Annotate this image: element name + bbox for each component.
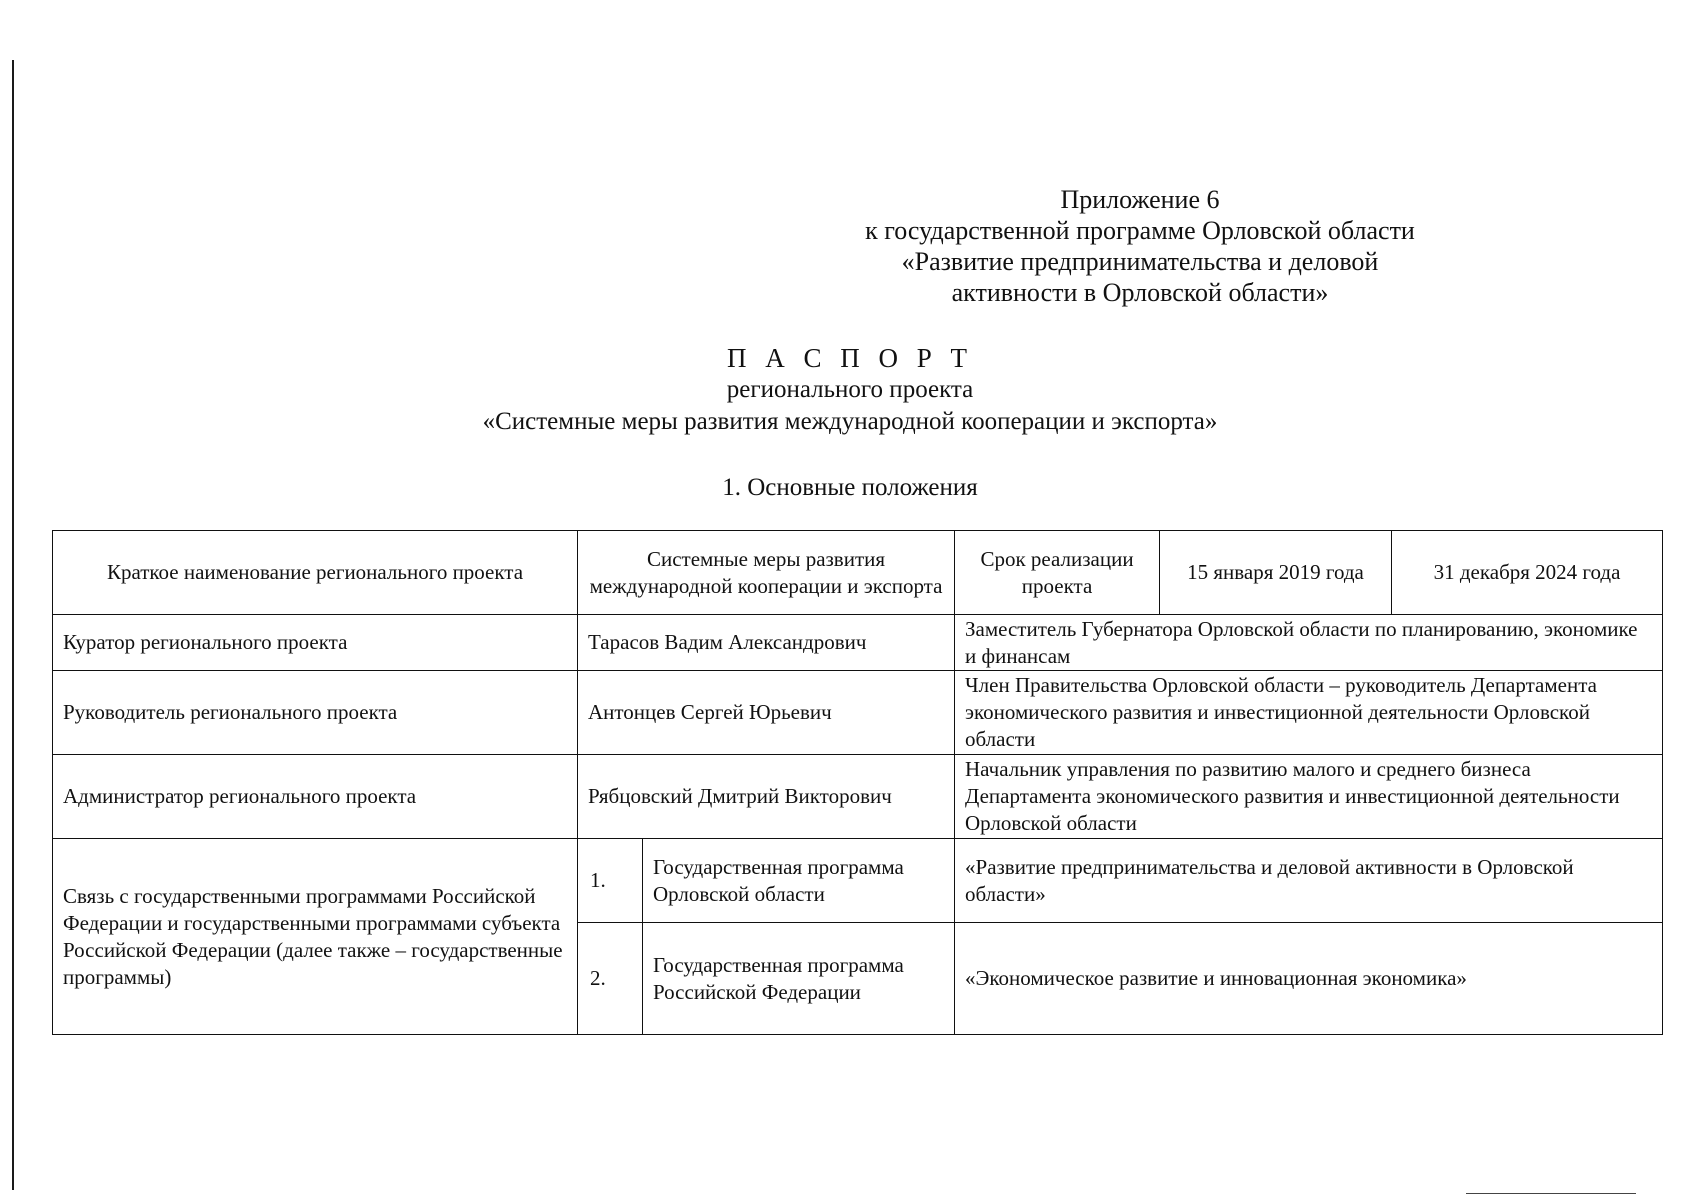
scan-artifact-line [1466,1193,1636,1194]
passport-heading: П А С П О Р Т [726,343,973,373]
term-start: 15 января 2019 года [1160,531,1392,615]
programs-link-label: Связь с государственными программами Российской Федерации и государственными программами субъекта Российской Федерации (далее также – государственные программы) [53,839,578,1035]
table-row [53,531,1663,615]
curator-name: Тарасов Вадим Александрович [578,615,955,671]
section-heading: 1. Основные положения [722,474,978,501]
head-position: Член Правительства Орловской области – руководитель Департамента экономического развития и инвестиционной деятельности Орловской области [955,671,1663,755]
administrator-name: Рябцовский Дмитрий Викторович [578,755,955,839]
program-name: «Развитие предпринимательства и деловой активности в Орловской области» [955,839,1663,923]
appendix-header [840,184,1440,308]
scan-edge-line [12,60,14,1190]
head-name: Антонцев Сергей Юрьевич [578,671,955,755]
table-row [53,615,1663,671]
program-number: 1. [578,839,643,923]
program-name: «Экономическое развитие и инновационная экономика» [955,923,1663,1035]
table-row [53,839,1663,923]
table-row [53,755,1663,839]
term-label: Срок реализации проекта [955,531,1160,615]
head-label: Руководитель регионального проекта [53,671,578,755]
document-title [300,342,1400,438]
passport-subtitle: регионального проекта [726,376,974,403]
table-row [53,671,1663,755]
main-provisions-table [52,530,1663,1035]
curator-label: Куратор регионального проекта [53,615,578,671]
short-name-value: Системные меры развития международной кооперации и экспорта [578,531,955,615]
administrator-label: Администратор регионального проекта [53,755,578,839]
appendix-program-name-2: активности в Орловской области» [951,278,1329,307]
short-name-label: Краткое наименование регионального проекта [53,531,578,615]
program-type: Государственная программа Орловской области [643,839,955,923]
program-number: 2. [578,923,643,1035]
term-end: 31 декабря 2024 года [1392,531,1663,615]
curator-position: Заместитель Губернатора Орловской области по планированию, экономике и финансам [955,615,1663,671]
project-name: «Системные меры развития международной кооперации и экспорта» [482,408,1218,435]
appendix-number: Приложение 6 [1060,185,1220,214]
appendix-program-name-1: «Развитие предпринимательства и деловой [901,247,1379,276]
program-type: Государственная программа Российской Федерации [643,923,955,1035]
administrator-position: Начальник управления по развитию малого и среднего бизнеса Департамента экономического развития и инвестиционной деятельности Орловской области [955,755,1663,839]
appendix-program-ref: к государственной программе Орловской области [865,216,1415,245]
